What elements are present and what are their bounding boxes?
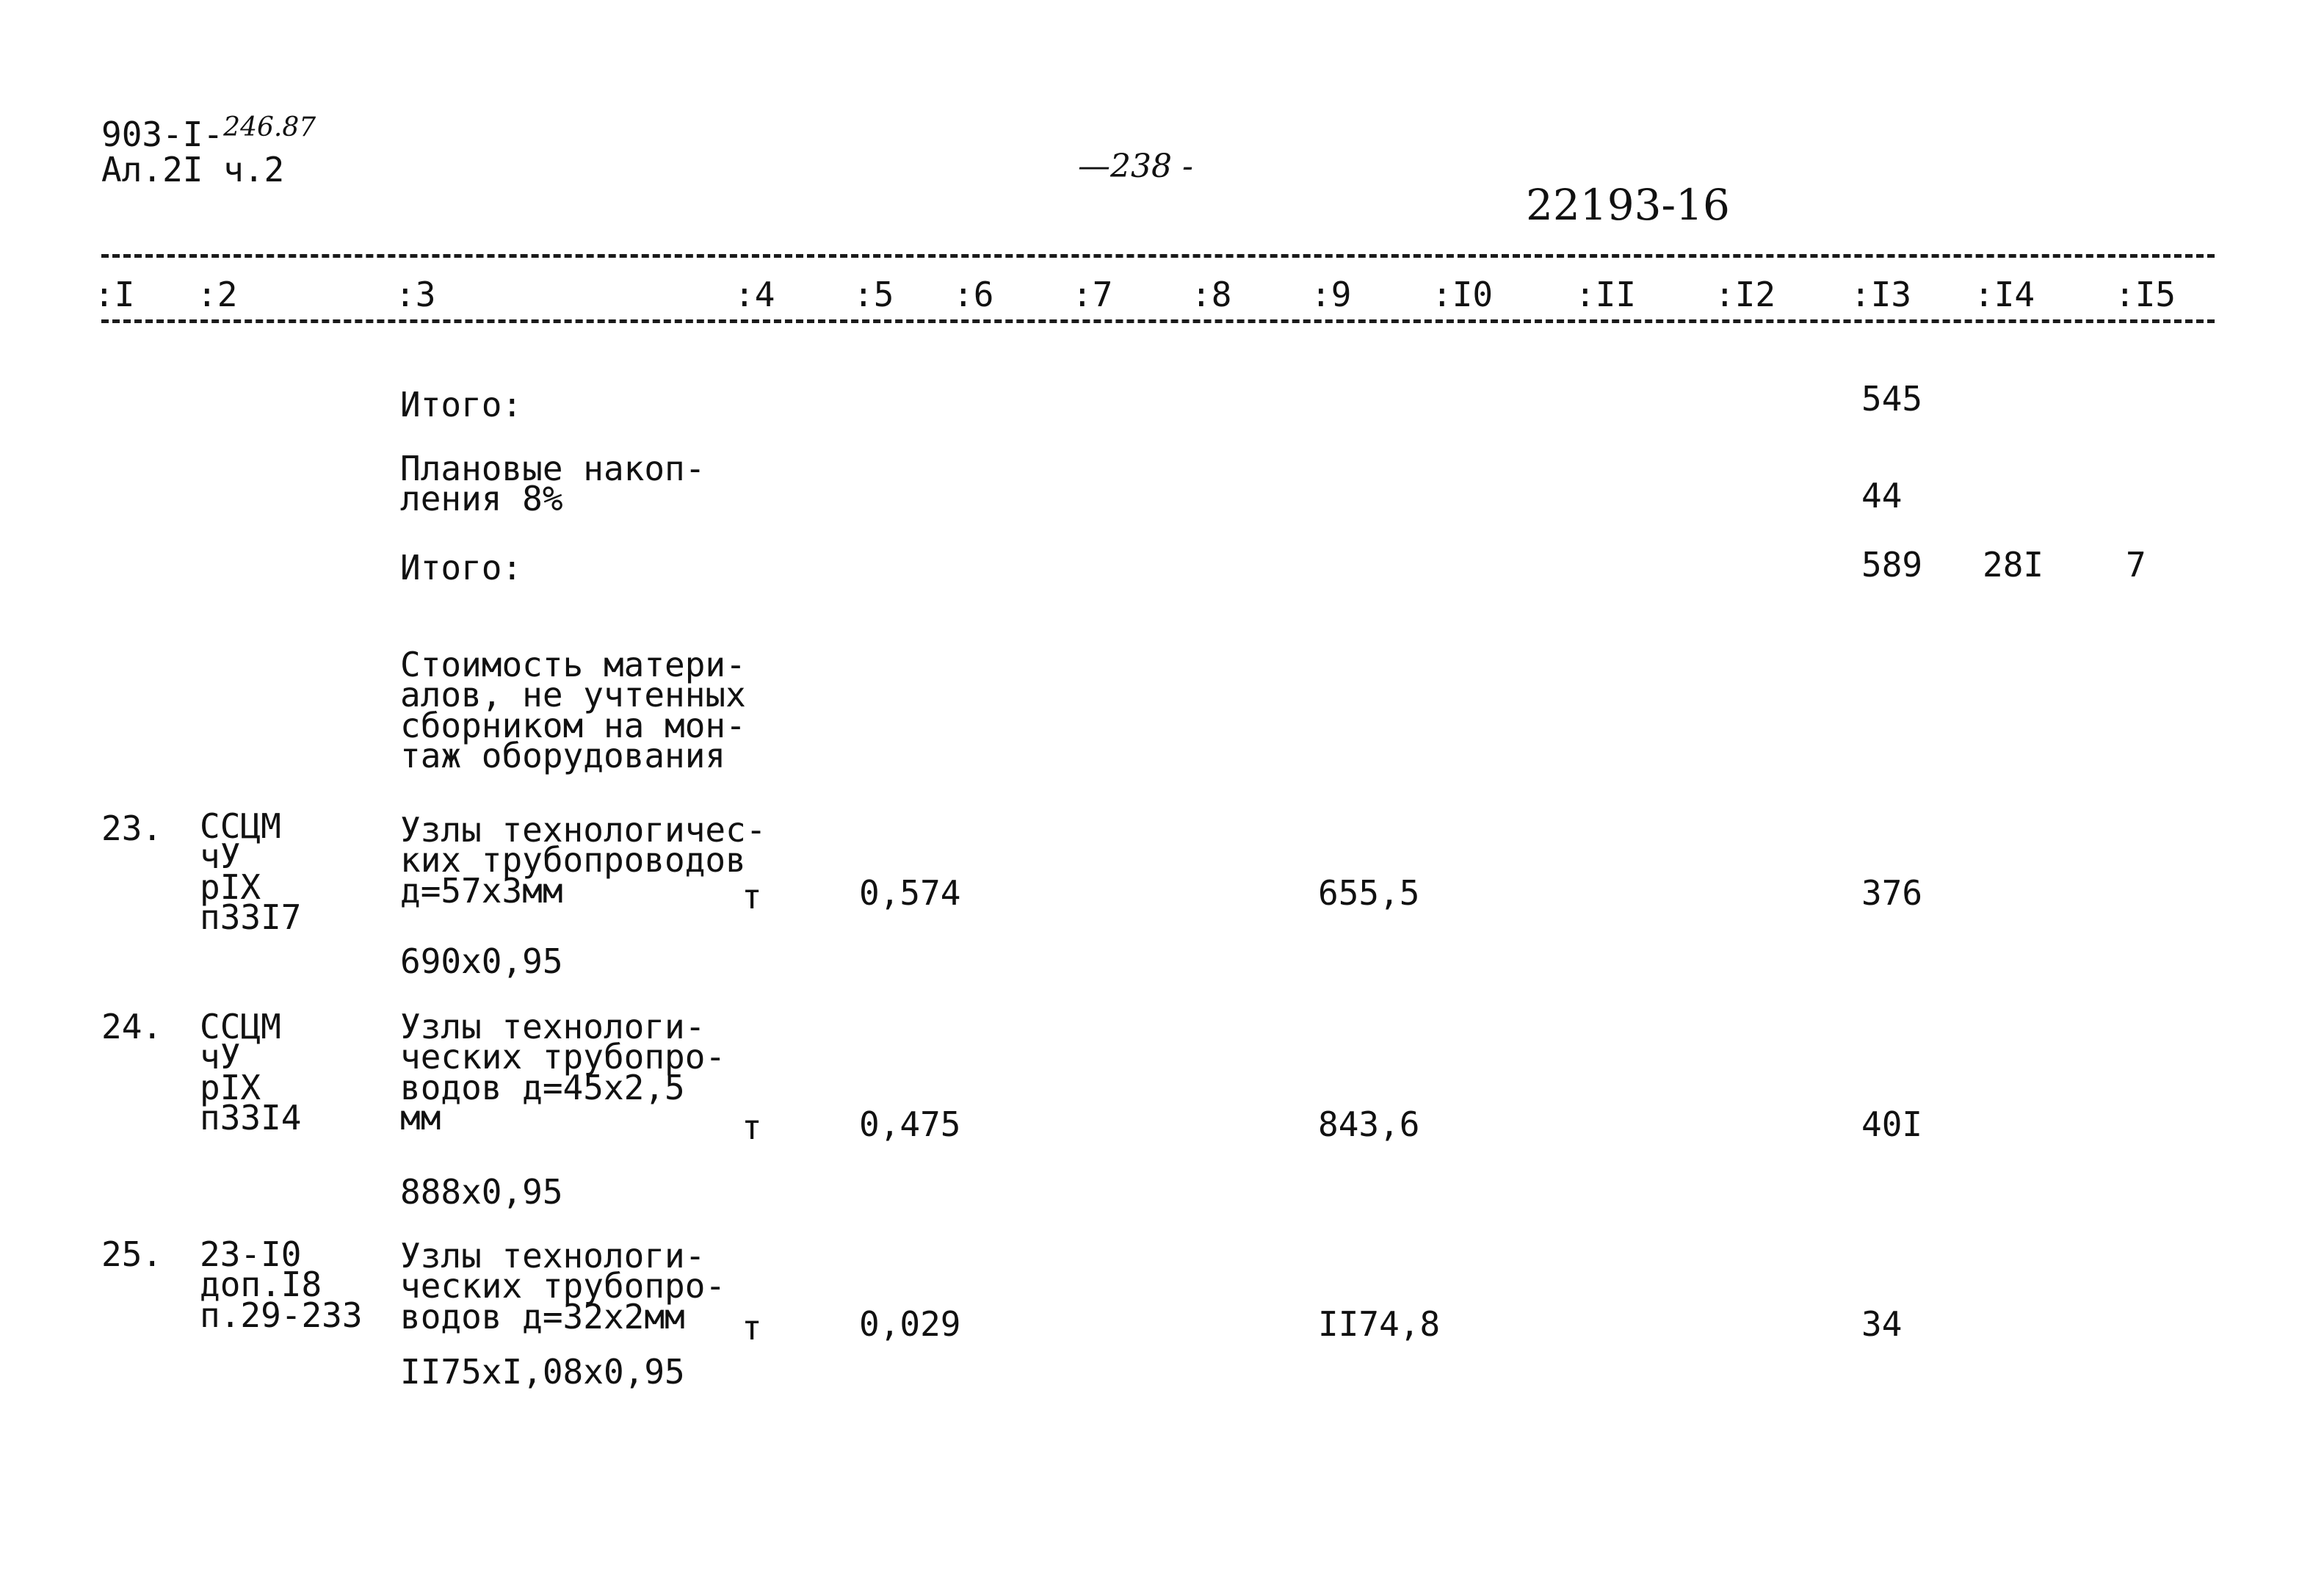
item-price-code: 23-I0 доп.I8 п.29-233 bbox=[200, 1234, 363, 1335]
total-col14: 28I bbox=[1983, 545, 2044, 585]
total-col13: 589 bbox=[1861, 545, 1923, 585]
column-header-3: :3 bbox=[395, 275, 436, 314]
subtotal-col13: 545 bbox=[1861, 379, 1923, 419]
materials-section-heading: Стоимость матери- алов, не учтенных сборником на мон- таж оборудования bbox=[400, 645, 746, 776]
item-quantity: 0,475 bbox=[859, 1104, 961, 1144]
item-unit: т bbox=[742, 1107, 762, 1147]
item-calculation: II75хI,08х0,95 bbox=[400, 1352, 685, 1392]
column-header-10: :I0 bbox=[1432, 275, 1494, 314]
item-total: 34 bbox=[1861, 1304, 1903, 1344]
header-rule-bottom bbox=[101, 319, 2215, 323]
item-unit-price: II74,8 bbox=[1318, 1304, 1441, 1344]
item-unit-price: 655,5 bbox=[1318, 873, 1420, 913]
column-header-2: :2 bbox=[197, 275, 238, 314]
planned-savings-label: Плановые накоп- ления 8% bbox=[400, 449, 706, 519]
column-header-1: :I bbox=[94, 275, 135, 314]
column-header-8: :8 bbox=[1191, 275, 1232, 314]
item-total: 376 bbox=[1861, 873, 1923, 913]
planned-savings-col13: 44 bbox=[1861, 476, 1903, 516]
item-description: Узлы технологичес- ких трубопроводов д=57х3мм bbox=[400, 810, 767, 911]
column-header-13: :I3 bbox=[1850, 275, 1912, 314]
column-header-4: :4 bbox=[734, 275, 775, 314]
document-code bbox=[101, 112, 316, 154]
subtotal-label: Итого: bbox=[400, 385, 523, 424]
item-quantity: 0,574 bbox=[859, 873, 961, 913]
item-number: 25. bbox=[101, 1234, 163, 1274]
column-header-15: :I5 bbox=[2115, 275, 2176, 314]
item-number: 24. bbox=[101, 1007, 163, 1046]
item-quantity: 0,029 bbox=[859, 1304, 961, 1344]
header-rule-top bbox=[101, 254, 2215, 258]
document-code-handwritten: 246.87 bbox=[223, 112, 316, 142]
item-calculation: 690х0,95 bbox=[400, 941, 563, 981]
item-total: 40I bbox=[1861, 1104, 1923, 1144]
item-unit: т bbox=[742, 1308, 762, 1348]
album-label: Ал.2I ч.2 bbox=[101, 150, 285, 189]
column-header-11: :II bbox=[1575, 275, 1637, 314]
page-number: —238 - bbox=[1078, 148, 1193, 185]
column-header-9: :9 bbox=[1311, 275, 1352, 314]
column-header-7: :7 bbox=[1072, 275, 1113, 314]
document-code-printed: 903-I- bbox=[101, 115, 224, 154]
item-calculation: 888х0,95 bbox=[400, 1172, 563, 1212]
item-price-code: ССЦМ чУ pIX п33I7 bbox=[200, 806, 302, 938]
sheet-code: 22193-16 bbox=[1526, 180, 1730, 230]
total-label: Итого: bbox=[400, 548, 523, 587]
column-header-5: :5 bbox=[853, 275, 894, 314]
column-header-12: :I2 bbox=[1715, 275, 1776, 314]
total-col15: 7 bbox=[2126, 545, 2146, 585]
column-header-14: :I4 bbox=[1974, 275, 2035, 314]
item-description: Узлы технологи- ческих трубопро- водов д=45х2,5 мм bbox=[400, 1007, 726, 1138]
column-header-6: :6 bbox=[953, 275, 994, 314]
item-description: Узлы технологи- ческих трубопро- водов д=32х2мм bbox=[400, 1236, 726, 1337]
item-price-code: ССЦМ чУ pIX п33I4 bbox=[200, 1007, 302, 1138]
item-number: 23. bbox=[101, 809, 163, 848]
item-unit: т bbox=[742, 877, 762, 916]
item-unit-price: 843,6 bbox=[1318, 1104, 1420, 1144]
